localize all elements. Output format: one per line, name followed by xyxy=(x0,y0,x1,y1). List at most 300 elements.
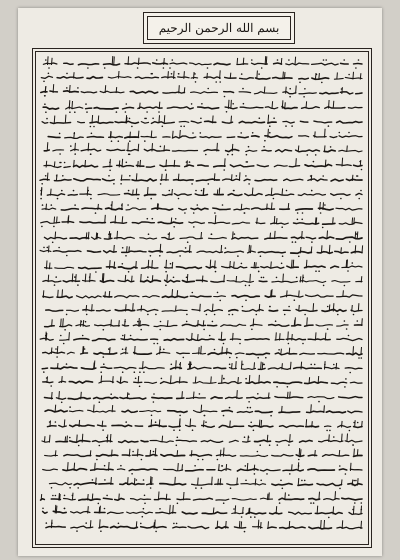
script-word xyxy=(283,92,296,94)
script-stroke xyxy=(306,419,307,427)
script-word xyxy=(224,92,234,93)
script-stroke xyxy=(69,100,70,109)
script-word xyxy=(324,150,335,152)
script-stroke xyxy=(268,393,269,399)
script-dot xyxy=(155,421,157,423)
script-dot xyxy=(298,256,300,258)
script-stroke xyxy=(249,508,250,514)
script-word xyxy=(216,499,229,500)
script-dot xyxy=(251,329,253,331)
script-word xyxy=(185,165,194,167)
script-dot xyxy=(55,348,57,350)
script-word xyxy=(331,194,350,196)
script-line xyxy=(42,434,362,447)
script-stroke xyxy=(97,233,98,239)
script-stroke xyxy=(280,333,281,340)
script-word xyxy=(168,411,187,413)
script-word xyxy=(47,426,56,427)
script-word xyxy=(111,222,127,223)
script-dot xyxy=(232,103,234,105)
script-dot xyxy=(189,161,191,163)
script-stroke xyxy=(213,508,214,515)
script-word xyxy=(312,63,339,65)
script-dot xyxy=(59,133,61,135)
script-word xyxy=(269,325,289,327)
script-word xyxy=(67,352,74,354)
script-stroke xyxy=(300,247,301,253)
script-stroke xyxy=(315,131,316,137)
script-stroke xyxy=(333,217,334,224)
script-stroke xyxy=(85,274,86,282)
script-stroke xyxy=(352,305,353,312)
script-word xyxy=(219,425,244,427)
script-dot xyxy=(304,314,306,316)
script-line xyxy=(41,84,362,98)
script-dot xyxy=(270,415,272,417)
script-word xyxy=(162,296,187,297)
script-line xyxy=(43,462,362,475)
script-dot xyxy=(76,530,78,532)
script-dot xyxy=(150,198,152,200)
script-word xyxy=(48,137,60,138)
script-word xyxy=(117,381,127,383)
script-dot xyxy=(192,292,194,294)
script-stroke xyxy=(75,143,76,151)
script-line xyxy=(45,317,363,330)
script-word xyxy=(235,353,244,354)
script-word xyxy=(190,455,212,457)
script-dot xyxy=(361,169,363,171)
script-word xyxy=(191,208,208,210)
script-word xyxy=(326,411,345,413)
script-dot xyxy=(247,407,249,409)
script-stroke xyxy=(294,320,295,327)
script-stroke xyxy=(241,361,242,370)
script-stroke xyxy=(289,348,290,355)
script-word xyxy=(195,194,207,195)
script-stroke xyxy=(281,58,282,65)
script-word xyxy=(193,498,212,500)
script-word xyxy=(140,238,157,239)
script-stroke xyxy=(182,464,183,471)
script-dot xyxy=(78,445,80,447)
script-dot xyxy=(120,465,122,467)
script-stroke xyxy=(224,275,225,283)
script-dot xyxy=(289,473,291,475)
script-dot xyxy=(280,480,282,482)
script-dot xyxy=(316,74,318,76)
script-stroke xyxy=(124,334,125,340)
script-dot xyxy=(160,349,162,351)
script-line xyxy=(42,360,362,373)
script-word xyxy=(300,121,308,122)
script-stroke xyxy=(287,392,288,399)
script-dot xyxy=(131,473,133,475)
script-stroke xyxy=(94,405,95,413)
script-word xyxy=(103,498,112,499)
script-dot xyxy=(134,371,136,373)
script-stroke xyxy=(92,494,93,501)
script-word xyxy=(43,63,57,64)
script-dot xyxy=(150,255,152,257)
script-word xyxy=(274,63,282,64)
script-stroke xyxy=(114,245,115,253)
script-stroke xyxy=(219,464,220,471)
script-dot xyxy=(186,314,188,316)
script-word xyxy=(120,398,146,400)
script-stroke xyxy=(112,56,113,65)
script-dot xyxy=(122,263,124,265)
script-stroke xyxy=(309,377,310,384)
script-stroke xyxy=(117,231,118,239)
script-stroke xyxy=(119,160,120,167)
script-word xyxy=(252,136,259,137)
script-word xyxy=(299,93,316,94)
script-dot xyxy=(87,67,89,69)
script-dot xyxy=(155,531,157,533)
script-dot xyxy=(153,451,155,453)
script-dot xyxy=(42,204,44,206)
script-word xyxy=(348,411,362,413)
script-word xyxy=(254,92,277,94)
script-dot xyxy=(151,415,153,417)
script-word xyxy=(337,527,362,529)
script-word xyxy=(140,411,161,412)
script-stroke xyxy=(315,450,316,456)
script-stroke xyxy=(199,347,200,354)
script-word xyxy=(349,513,362,515)
script-stroke xyxy=(67,436,68,443)
script-stroke xyxy=(94,361,95,370)
script-dot xyxy=(322,227,324,229)
script-stroke xyxy=(223,448,224,457)
script-dot xyxy=(241,73,243,75)
script-dot xyxy=(99,401,101,403)
script-dot xyxy=(159,329,161,331)
script-stroke xyxy=(162,174,163,181)
script-word xyxy=(314,121,332,123)
script-word xyxy=(305,325,313,326)
script-dot xyxy=(163,67,165,69)
script-word xyxy=(245,339,269,340)
script-stroke xyxy=(290,362,291,370)
script-dot xyxy=(137,321,139,323)
script-dot xyxy=(339,488,341,490)
script-word xyxy=(186,339,214,341)
script-dot xyxy=(72,495,74,497)
script-word xyxy=(80,222,106,223)
script-stroke xyxy=(130,132,131,139)
script-word xyxy=(67,310,79,311)
script-dot xyxy=(201,487,203,489)
script-stroke xyxy=(109,291,110,298)
script-stroke xyxy=(358,303,359,311)
script-dot xyxy=(158,111,160,113)
script-word xyxy=(257,165,268,167)
script-dot xyxy=(207,88,209,90)
script-word xyxy=(302,107,320,109)
script-dot xyxy=(310,175,312,177)
script-word xyxy=(299,78,309,79)
script-dot xyxy=(219,300,221,302)
script-dot xyxy=(128,154,130,156)
script-word xyxy=(337,295,362,297)
script-dot xyxy=(142,516,144,518)
script-word xyxy=(172,151,197,152)
script-dot xyxy=(205,154,207,156)
script-stroke xyxy=(61,319,62,327)
script-word xyxy=(272,484,292,486)
script-stroke xyxy=(329,245,330,254)
script-word xyxy=(135,77,158,79)
script-dot xyxy=(214,314,216,316)
script-word xyxy=(46,527,65,528)
script-stroke xyxy=(173,505,174,514)
script-dot xyxy=(170,263,172,265)
script-stroke xyxy=(72,493,73,501)
script-stroke xyxy=(355,420,356,427)
script-stroke xyxy=(164,145,165,151)
script-stroke xyxy=(324,405,325,413)
script-dot xyxy=(111,140,113,142)
script-word xyxy=(130,91,158,93)
script-stroke xyxy=(59,493,60,501)
script-stroke xyxy=(172,189,173,196)
script-stroke xyxy=(111,320,112,327)
script-dot xyxy=(249,285,251,287)
script-stroke xyxy=(296,86,297,94)
script-dot xyxy=(215,271,217,273)
script-dot xyxy=(356,233,358,235)
script-dot xyxy=(192,132,194,134)
script-stroke xyxy=(343,290,344,297)
script-dot xyxy=(241,516,243,518)
script-word xyxy=(255,440,271,442)
script-dot xyxy=(269,444,271,446)
script-dot xyxy=(320,212,322,214)
script-word xyxy=(64,63,73,64)
script-dot xyxy=(324,204,326,206)
script-word xyxy=(60,325,72,327)
script-dot xyxy=(160,146,162,148)
script-word xyxy=(45,326,55,327)
script-dot xyxy=(51,204,53,206)
script-dot xyxy=(165,271,167,273)
script-stroke xyxy=(342,421,343,428)
script-word xyxy=(260,498,272,499)
script-dot xyxy=(150,487,152,489)
script-dot xyxy=(315,154,317,156)
script-dot xyxy=(66,314,68,316)
script-stroke xyxy=(270,233,271,239)
script-dot xyxy=(298,459,300,461)
script-dot xyxy=(137,67,139,69)
script-stroke xyxy=(100,506,101,514)
script-word xyxy=(78,122,85,123)
script-word xyxy=(141,137,156,138)
script-dot xyxy=(62,175,64,177)
script-word xyxy=(96,455,117,457)
script-stroke xyxy=(342,158,343,167)
script-stroke xyxy=(166,174,167,181)
script-word xyxy=(63,469,87,471)
script-dot xyxy=(144,495,146,497)
script-word xyxy=(70,441,90,443)
script-word xyxy=(232,296,259,298)
script-dot xyxy=(354,502,356,504)
script-stroke xyxy=(353,506,354,515)
script-word xyxy=(318,353,344,354)
script-stroke xyxy=(127,246,128,253)
script-stroke xyxy=(214,173,215,181)
script-line xyxy=(48,129,362,142)
script-word xyxy=(120,483,144,485)
script-word xyxy=(348,107,362,108)
script-dot xyxy=(299,82,301,84)
script-stroke xyxy=(292,464,293,471)
script-dot xyxy=(195,190,197,192)
script-word xyxy=(319,208,334,210)
script-line xyxy=(40,172,362,184)
script-stroke xyxy=(88,506,89,513)
script-dot xyxy=(163,349,165,351)
script-word xyxy=(161,382,188,384)
script-dot xyxy=(239,343,241,345)
script-dot xyxy=(200,132,202,134)
script-dot xyxy=(288,343,290,345)
script-stroke xyxy=(65,115,66,124)
script-word xyxy=(204,310,222,312)
script-dot xyxy=(263,277,265,279)
script-word xyxy=(325,107,345,109)
script-word xyxy=(229,440,238,442)
script-word xyxy=(289,166,299,167)
script-stroke xyxy=(329,434,330,442)
script-dot xyxy=(288,59,290,61)
script-word xyxy=(274,165,287,167)
script-word xyxy=(134,353,152,355)
script-dot xyxy=(361,509,363,511)
script-word xyxy=(43,107,58,109)
script-dot xyxy=(315,270,317,272)
script-dot xyxy=(74,204,76,206)
script-word xyxy=(43,511,48,513)
script-dot xyxy=(278,349,280,351)
script-word xyxy=(141,441,148,442)
script-dot xyxy=(90,153,92,155)
script-dot xyxy=(256,314,258,316)
script-stroke xyxy=(58,290,59,298)
script-stroke xyxy=(226,521,227,529)
script-word xyxy=(57,77,83,79)
script-dot xyxy=(45,175,47,177)
script-word xyxy=(147,484,154,485)
script-dot xyxy=(113,183,115,185)
script-dot xyxy=(242,88,244,90)
script-stroke xyxy=(191,450,192,456)
script-word xyxy=(225,251,244,253)
script-stroke xyxy=(110,434,111,443)
script-stroke xyxy=(333,506,334,514)
script-stroke xyxy=(147,187,148,196)
script-word xyxy=(117,469,124,470)
script-dot xyxy=(211,233,213,235)
script-dot xyxy=(229,364,231,366)
script-stroke xyxy=(347,434,348,443)
script-word xyxy=(70,425,94,427)
script-dot xyxy=(152,118,154,120)
script-stroke xyxy=(136,173,137,181)
script-stroke xyxy=(51,348,52,355)
script-dot xyxy=(103,356,105,358)
script-stroke xyxy=(95,463,96,471)
script-word xyxy=(337,325,348,326)
script-dot xyxy=(302,212,304,214)
script-word xyxy=(177,398,184,399)
script-stroke xyxy=(230,73,231,79)
script-stroke xyxy=(250,274,251,283)
script-dot xyxy=(86,314,88,316)
script-dot xyxy=(201,190,203,192)
script-stroke xyxy=(249,245,250,253)
script-word xyxy=(103,179,115,181)
script-word xyxy=(337,338,362,340)
script-word xyxy=(309,498,320,499)
script-dot xyxy=(160,183,162,185)
script-word xyxy=(50,123,70,124)
script-dot xyxy=(61,190,63,192)
script-stroke xyxy=(150,450,151,457)
script-word xyxy=(182,512,197,514)
script-stroke xyxy=(174,160,175,167)
script-dot xyxy=(217,459,219,461)
script-word xyxy=(325,426,331,427)
script-word xyxy=(300,353,315,354)
script-stroke xyxy=(225,158,226,167)
script-word xyxy=(183,281,195,283)
script-dot xyxy=(327,306,329,308)
script-stroke xyxy=(195,377,196,384)
script-word xyxy=(287,266,298,268)
script-stroke xyxy=(90,520,91,528)
script-stroke xyxy=(300,449,301,456)
script-stroke xyxy=(48,275,49,282)
script-word xyxy=(258,252,285,253)
script-dot xyxy=(111,204,113,206)
script-stroke xyxy=(361,347,362,355)
script-dot xyxy=(168,233,170,235)
script-line xyxy=(42,115,362,128)
script-word xyxy=(122,455,130,456)
script-line xyxy=(45,404,362,416)
script-word xyxy=(92,441,112,443)
script-dot xyxy=(263,146,265,148)
script-stroke xyxy=(166,260,167,269)
script-word xyxy=(332,281,350,283)
script-stroke xyxy=(168,71,169,79)
script-word xyxy=(92,339,115,341)
script-stroke xyxy=(72,101,73,109)
script-stroke xyxy=(182,391,183,399)
script-stroke xyxy=(133,190,134,196)
script-word xyxy=(121,353,128,354)
script-dot xyxy=(178,73,180,75)
script-dot xyxy=(263,364,265,366)
script-word xyxy=(141,280,161,282)
script-dot xyxy=(339,465,341,467)
script-stroke xyxy=(159,115,160,123)
script-word xyxy=(330,137,337,138)
